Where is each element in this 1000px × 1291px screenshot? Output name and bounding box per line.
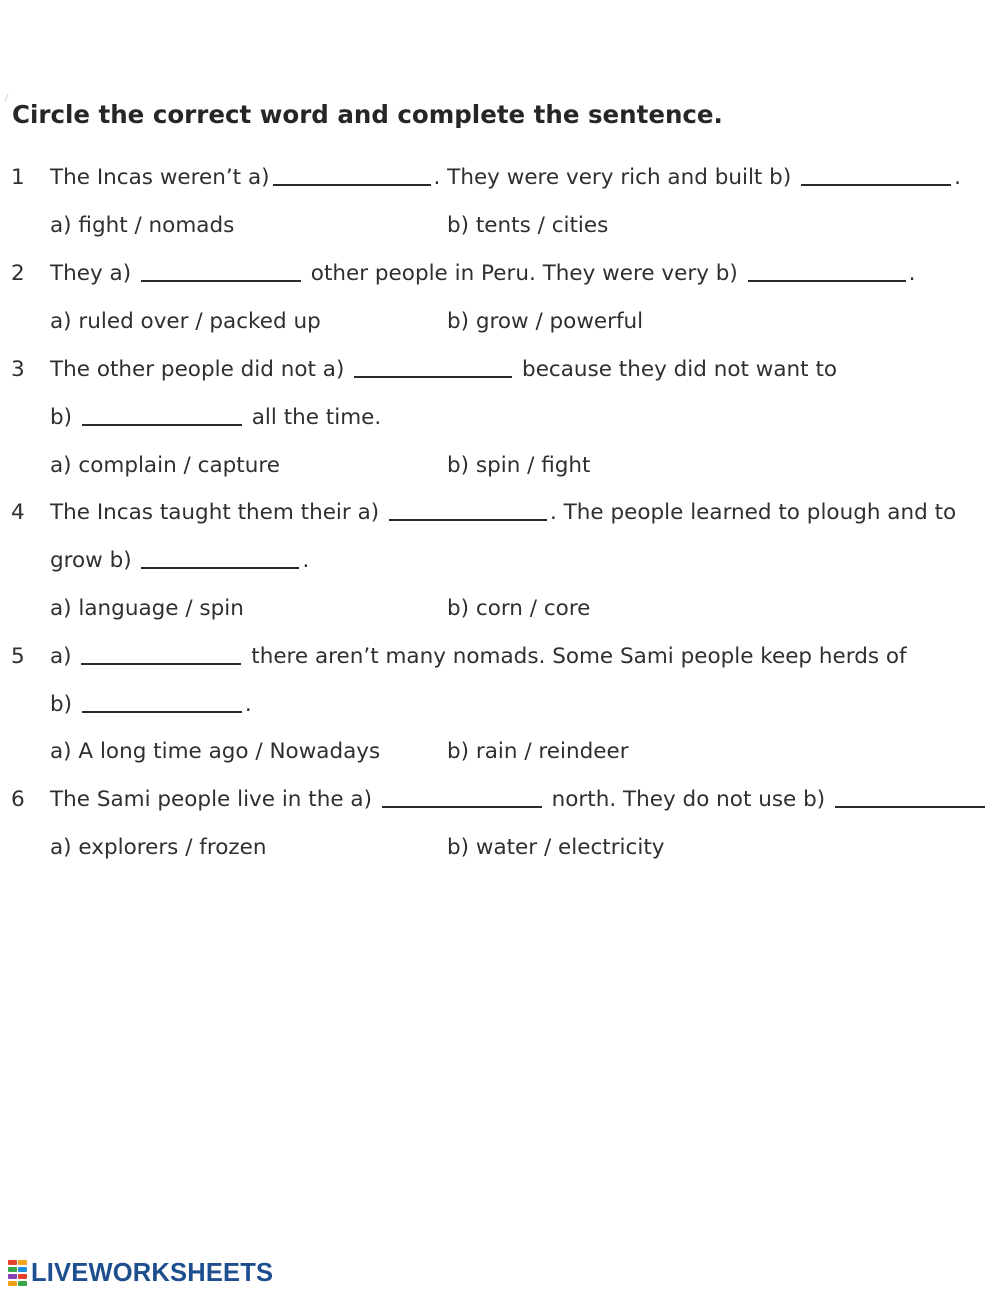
question-2-line bbox=[0, 259, 1000, 289]
answer-blank-5b[interactable] bbox=[82, 711, 242, 713]
sentence-part: other people in Peru. They were very b) bbox=[310, 261, 738, 286]
question-text bbox=[50, 546, 309, 576]
answer-blank-5a[interactable] bbox=[81, 663, 241, 665]
option-a: a) language / spin bbox=[50, 596, 244, 621]
question-2-options bbox=[0, 307, 1000, 337]
question-5-line bbox=[0, 642, 1000, 672]
option-b: b) grow / powerful bbox=[447, 309, 644, 334]
answer-blank-3b[interactable] bbox=[82, 424, 242, 426]
question-text bbox=[50, 785, 988, 815]
question-text bbox=[50, 355, 837, 385]
sentence-part: . They were very rich and built b) bbox=[433, 165, 792, 190]
question-text bbox=[50, 259, 915, 289]
liveworksheets-logo-icon bbox=[8, 1260, 28, 1286]
question-number: 6 bbox=[11, 787, 25, 812]
answer-blank-3a[interactable] bbox=[354, 376, 512, 378]
sentence-part: there aren’t many nomads. Some Sami people keep herds of bbox=[251, 644, 907, 669]
sentence-part: . bbox=[908, 261, 916, 286]
question-number: 5 bbox=[11, 644, 25, 669]
sentence-part: The Incas taught them their a) bbox=[50, 500, 380, 525]
option-b: b) rain / reindeer bbox=[447, 739, 629, 764]
sentence-part: b) bbox=[50, 692, 73, 717]
answer-blank-6b[interactable] bbox=[835, 806, 985, 808]
sentence-part: north. They do not use b) bbox=[551, 787, 826, 812]
question-3-options bbox=[0, 451, 1000, 481]
option-a: a) explorers / frozen bbox=[50, 835, 267, 860]
question-4-line-2 bbox=[0, 546, 1000, 576]
answer-blank-1a[interactable] bbox=[273, 184, 431, 186]
answer-blank-6a[interactable] bbox=[382, 806, 542, 808]
answer-blank-2b[interactable] bbox=[748, 280, 906, 282]
sentence-part: The other people did not a) bbox=[50, 357, 345, 382]
sentence-part: They a) bbox=[50, 261, 132, 286]
question-5-options bbox=[0, 737, 1000, 767]
option-b: b) corn / core bbox=[447, 596, 591, 621]
answer-blank-4b[interactable] bbox=[141, 567, 299, 569]
question-3-line bbox=[0, 355, 1000, 385]
sentence-part: b) bbox=[50, 405, 73, 430]
question-1-line bbox=[0, 163, 1000, 193]
sentence-part: . The people learned to plough and to bbox=[550, 500, 957, 525]
question-number: 3 bbox=[11, 357, 25, 382]
sentence-part: . bbox=[954, 165, 961, 190]
question-3-line-2 bbox=[0, 403, 1000, 433]
question-5-line-2 bbox=[0, 690, 1000, 720]
sentence-part: The Incas weren’t a) bbox=[50, 165, 270, 190]
question-4-options bbox=[0, 594, 1000, 624]
question-text bbox=[50, 690, 252, 720]
sentence-part: a) bbox=[50, 644, 72, 669]
option-a: a) fight / nomads bbox=[50, 213, 235, 238]
sentence-part: The Sami people live in the a) bbox=[50, 787, 372, 812]
question-text bbox=[50, 642, 907, 672]
sentence-part: . bbox=[244, 692, 252, 717]
question-1-options bbox=[0, 211, 1000, 241]
liveworksheets-logo-text: LIVEWORKSHEETS bbox=[31, 1258, 274, 1287]
instruction-title: Circle the correct word and complete the sentence. bbox=[12, 100, 723, 129]
answer-blank-1b[interactable] bbox=[801, 184, 951, 186]
sentence-part: . bbox=[302, 548, 310, 573]
sentence-part: all the time. bbox=[251, 405, 382, 430]
question-text bbox=[50, 498, 956, 528]
question-6-line bbox=[0, 785, 1000, 815]
sentence-part: grow b) bbox=[50, 548, 132, 573]
answer-blank-4a[interactable] bbox=[389, 519, 547, 521]
option-b: b) tents / cities bbox=[447, 213, 609, 238]
sentence-part: because they did not want to bbox=[522, 357, 838, 382]
question-text bbox=[50, 403, 381, 433]
option-a: a) A long time ago / Nowadays bbox=[50, 739, 381, 764]
question-text bbox=[50, 163, 961, 193]
question-number: 2 bbox=[11, 261, 25, 286]
option-b: b) spin / fight bbox=[447, 453, 591, 478]
question-number: 1 bbox=[11, 165, 25, 190]
question-number: 4 bbox=[11, 500, 25, 525]
option-b: b) water / electricity bbox=[447, 835, 665, 860]
liveworksheets-logo[interactable] bbox=[8, 1258, 273, 1288]
option-a: a) ruled over / packed up bbox=[50, 309, 321, 334]
option-a: a) complain / capture bbox=[50, 453, 280, 478]
question-4-line bbox=[0, 498, 1000, 528]
answer-blank-2a[interactable] bbox=[141, 280, 301, 282]
question-6-options bbox=[0, 833, 1000, 863]
